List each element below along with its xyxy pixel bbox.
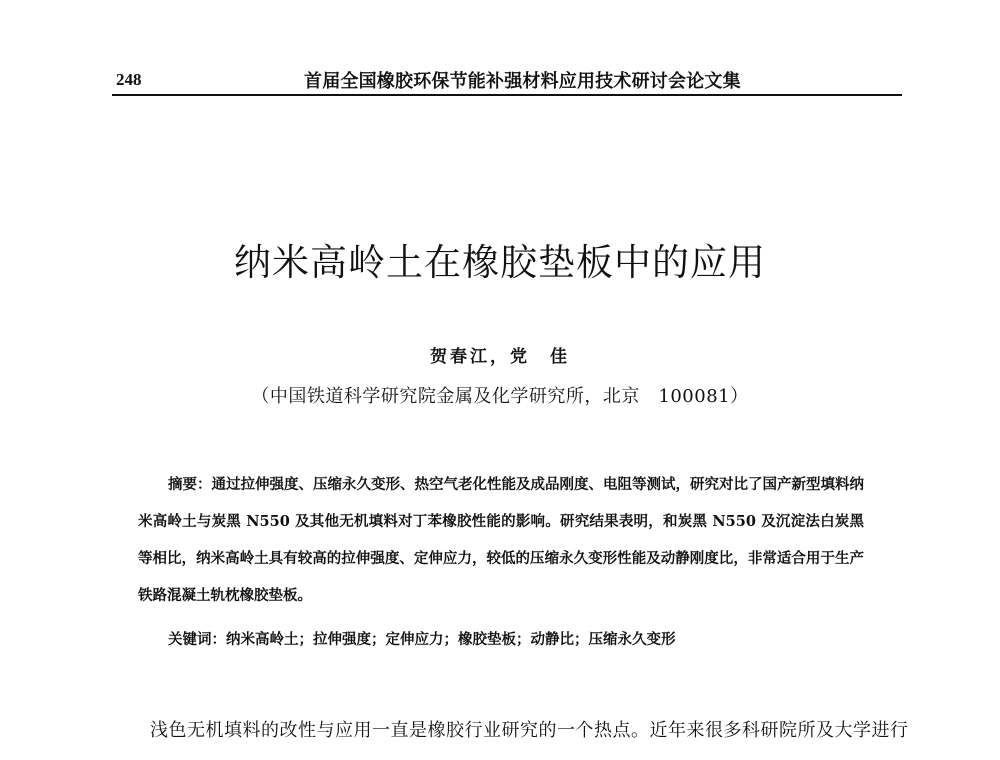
keywords — [168, 628, 868, 649]
keywords-label: 关键词： — [168, 631, 226, 648]
authors: 贺春江，党 佳 — [430, 347, 570, 367]
header-rule — [112, 94, 902, 96]
paper-title: 纳米高岭土在橡胶垫板中的应用 — [234, 241, 766, 284]
keywords-text: 纳米高岭土；拉伸强度；定伸应力；橡胶垫板；动静比；压缩永久变形 — [226, 631, 676, 648]
abstract — [138, 466, 864, 614]
abstract-label: 摘要： — [168, 476, 212, 493]
affiliation: （中国铁道科学研究院金属及化学研究所，北京 100081） — [251, 386, 749, 407]
page-number: 248 — [116, 70, 142, 89]
abstract-text: 通过拉伸强度、压缩永久变形、热空气老化性能及成品刚度、电阻等测试，研究对比了国产新型填料纳米高岭土与炭黑 N550 及其他无机填料对丁苯橡胶性能的影响。研究结果表明，和炭黑 N550 及沉淀法白炭黑等相比，纳米高岭土具有较高的拉伸强度、定伸应力，较低的压缩永久变形性能及动静刚度比，非常适合用于生产铁路混凝土轨枕橡胶垫板。 — [138, 476, 864, 604]
intro-paragraph: 浅色无机填料的改性与应用一直是橡胶行业研究的一个热点。近年来很多科研院所及大学进行 — [150, 720, 909, 741]
running-header: 首届全国橡胶环保节能补强材料应用技术研讨会论文集 — [304, 71, 741, 92]
